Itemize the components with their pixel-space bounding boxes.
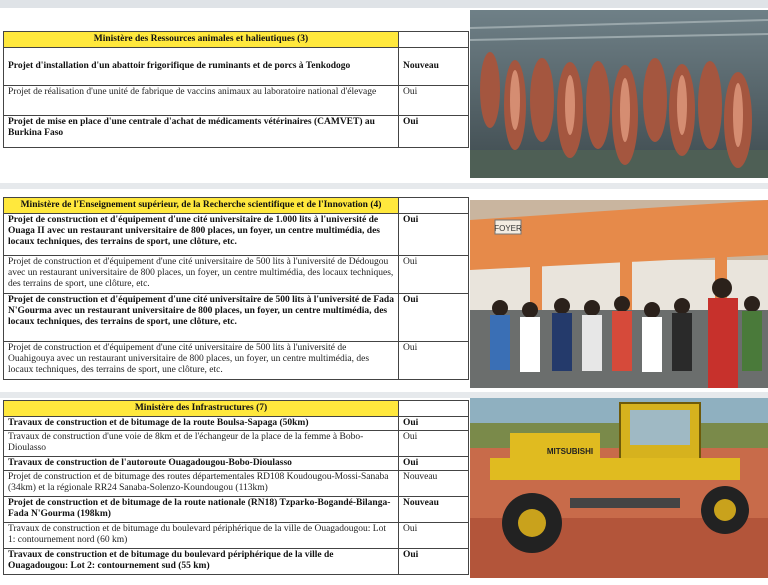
table-row: Projet de construction et d'équipement d'une cité universitaire de 500 lits à l'université de Dédougou avec un restaurant universitaire de 800 places, un foyer, un centre multimédia, des locaux techniques, des terrains de sport, une clôture, etc. Oui bbox=[4, 256, 469, 294]
table-row: Projet de construction et de bitumage de la route nationale (RN18) Tzparko-Bogandé-Bilanga-Fada N'Gourma (198km) Nouveau bbox=[4, 497, 469, 523]
table-row: Travaux de construction d'une voie de 8km et de l'échangeur de la place de la femme à Bobo-Dioulasso Oui bbox=[4, 431, 469, 457]
campus-photo bbox=[470, 200, 768, 388]
slaughterhouse-photo bbox=[470, 10, 768, 178]
table-row: Projet de réalisation d'une unité de fabrique de vaccins animaux au laboratoire national d'élevage Oui bbox=[4, 86, 469, 116]
table-row: Projet de mise en place d'une centrale d'achat de médicaments vétérinaires (CAMVET) au Burkina Faso Oui bbox=[4, 116, 469, 148]
table-row: Projet de construction et d'équipement d'une cité universitaire de 500 lits à l'université de Ouahigouya avec un restaurant universitaire de 800 places, un foyer, un centre multimédia, des locaux techniques, des terrains de sport, une clôture, etc. Oui bbox=[4, 342, 469, 380]
table-infrastructures bbox=[3, 400, 469, 575]
table-row: Projet de construction et d'équipement d'une cité universitaire de 500 lits à l'université de Fada N'Gourma avec un restaurant universitaire de 800 places, un foyer, un centre multimédia, des locaux techniques, des terrains de sport, une clôture, etc. Oui bbox=[4, 294, 469, 342]
table-row: Projet d'installation d'un abattoir frigorifique de ruminants et de porcs à Tenkodogo Nouveau bbox=[4, 48, 469, 86]
road-grader-photo bbox=[470, 398, 768, 578]
table-row: Travaux de construction et de bitumage du boulevard périphérique de la ville de Ouagadougou: Lot 2: contournement sud (55 km) Oui bbox=[4, 549, 469, 575]
table-row: Travaux de construction et de bitumage du boulevard périphérique de la ville de Ouagadougou: Lot 1: contournement nord (60 km) Oui bbox=[4, 523, 469, 549]
table-row: Projet de construction et d'équipement d'une cité universitaire de 1.000 lits à l'université de Ouaga II avec un restaurant universitaire de 800 places, un foyer, un centre multimédia, des locaux techniques, des terrains de sport, une clôture, etc. Oui bbox=[4, 214, 469, 256]
ministry-header: Ministère de l'Enseignement supérieur, de la Recherche scientifique et de l'Innovation (4) bbox=[4, 198, 399, 214]
table-row: Travaux de construction de l'autoroute Ouagadougou-Bobo-Dioulasso Oui bbox=[4, 457, 469, 471]
top-band bbox=[0, 0, 768, 8]
table-row: Travaux de construction et de bitumage de la route Boulsa-Sapaga (50km) Oui bbox=[4, 417, 469, 431]
table-higher-education bbox=[3, 197, 469, 380]
grader-brand-label: MITSUBISHI bbox=[546, 447, 594, 456]
table-animal-resources bbox=[3, 31, 469, 148]
ministry-header: Ministère des Infrastructures (7) bbox=[4, 401, 399, 417]
table-row: Projet de construction et de bitumage des routes départementales RD108 Koudougou-Mossi-Sanaba (34km) et la régionale RR24 Sanaba-Solenzo-Koundougou (113km) Nouveau bbox=[4, 471, 469, 497]
foyer-sign: FOYER bbox=[494, 224, 522, 233]
ministry-header: Ministère des Ressources animales et halieutiques (3) bbox=[4, 32, 399, 48]
separator bbox=[0, 183, 768, 189]
